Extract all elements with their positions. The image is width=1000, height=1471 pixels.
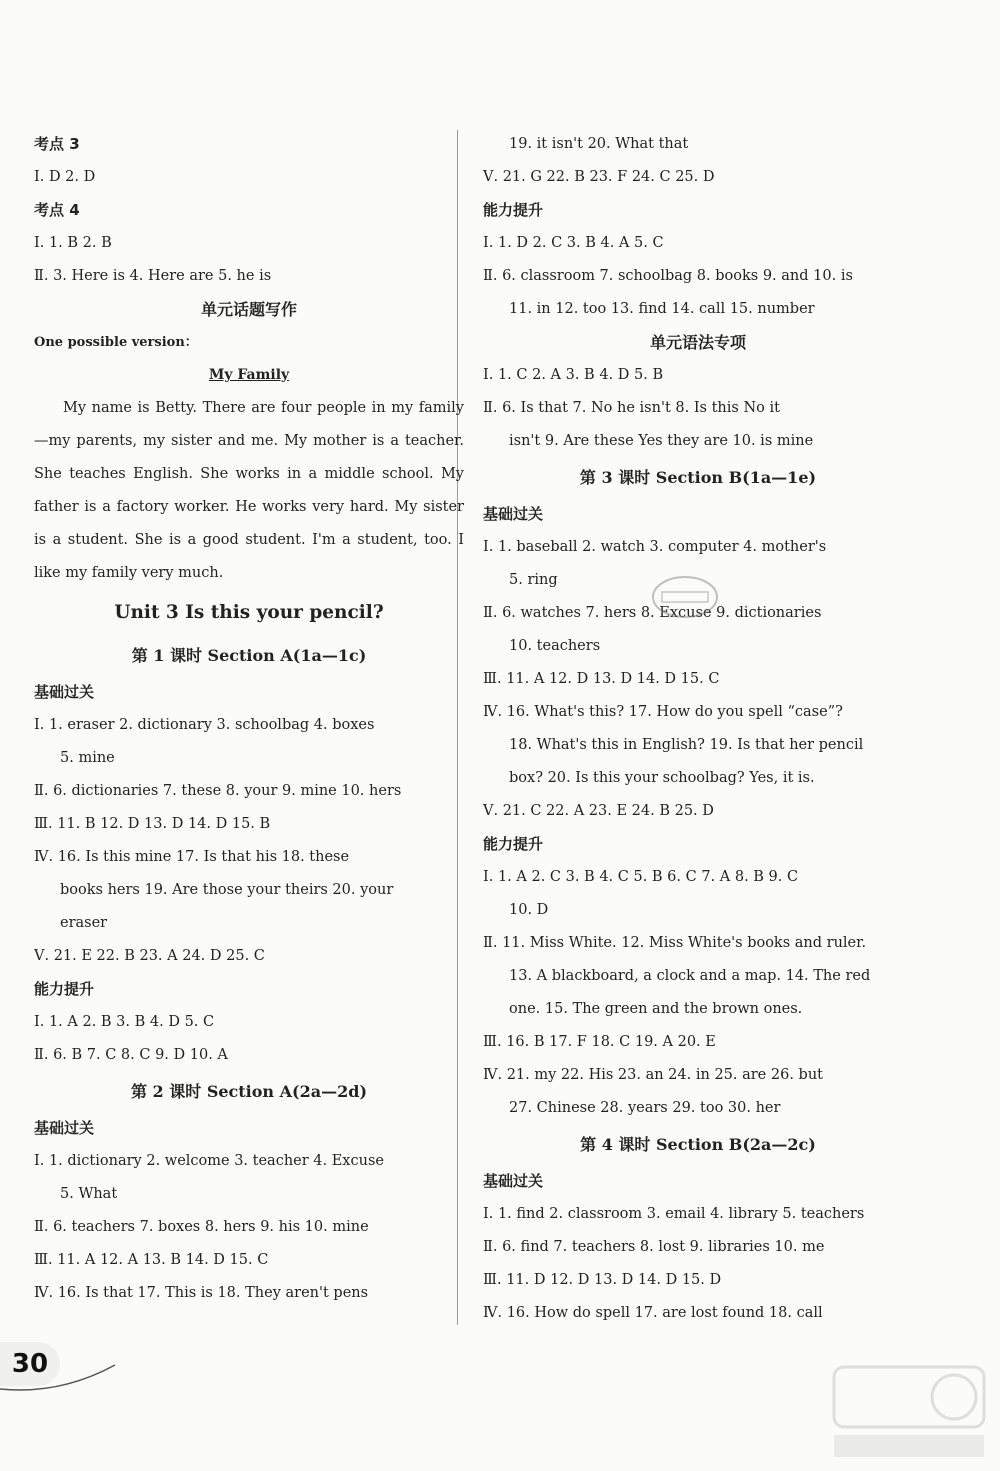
answer-line: Ⅰ. 1. eraser 2. dictionary 3. schoolbag 4. boxes xyxy=(34,717,375,733)
answer-line: Ⅴ. 21. E 22. B 23. A 24. D 25. C xyxy=(34,948,265,964)
answer-line: Ⅲ. 11. A 12. A 13. B 14. D 15. C xyxy=(34,1252,269,1268)
answer-line: Ⅰ. 1. A 2. C 3. B 4. C 5. B 6. C 7. A 8. B 9. C xyxy=(483,869,799,885)
answer-line: Ⅰ. 1. C 2. A 3. B 4. D 5. B xyxy=(483,367,664,383)
answer-line: Ⅲ. 11. B 12. D 13. D 14. D 15. B xyxy=(34,816,271,832)
version-label: One possible version： xyxy=(34,335,198,350)
kaodian3-heading: 考点 3 xyxy=(34,135,80,153)
lesson-3-title: 第 3 课时 Section B(1a—1e) xyxy=(579,468,817,487)
answer-line: Ⅰ. D 2. D xyxy=(34,169,96,185)
left-column xyxy=(34,128,464,1310)
essay-title: My Family xyxy=(208,367,290,383)
answer-line: Ⅰ. 1. B 2. B xyxy=(34,235,112,251)
writing-heading: 单元话题写作 xyxy=(200,300,297,319)
page-number: 30 xyxy=(0,1342,60,1386)
answer-line: Ⅰ. 1. find 2. classroom 3. email 4. library 5. teachers xyxy=(483,1206,865,1222)
answer-line: Ⅰ. 1. A 2. B 3. B 4. D 5. C xyxy=(34,1014,215,1030)
answer-line: 5. mine xyxy=(60,750,115,766)
answer-line: Ⅳ. 16. Is that 17. This is 18. They aren't pens xyxy=(34,1285,369,1301)
answer-line: Ⅰ. 1. D 2. C 3. B 4. A 5. C xyxy=(483,235,664,251)
answer-line: eraser xyxy=(60,915,108,931)
basic-heading: 基础过关 xyxy=(34,683,95,701)
answer-line: Ⅱ. 6. teachers 7. boxes 8. hers 9. his 10. mine xyxy=(34,1219,369,1235)
essay-text: My name is Betty. There are four people in my family—my parents, my sister and me. My mother is a teacher. She teaches English. She works in a middle school. My father is a factory worker. He works very hard. My sister is a student. She is a good student. I'm a student, too. I like my family very much. xyxy=(34,400,464,581)
lesson-2-title: 第 2 课时 Section A(2a—2d) xyxy=(130,1082,368,1101)
answer-line: Ⅱ. 6. watches 7. hers 8. Excuse 9. dictionaries xyxy=(483,605,822,621)
answer-line: Ⅳ. 16. What's this? 17. How do you spell “case”? xyxy=(483,704,843,720)
answer-line: Ⅰ. 1. baseball 2. watch 3. computer 4. mother's xyxy=(483,539,827,555)
answer-line: Ⅲ. 11. A 12. D 13. D 14. D 15. C xyxy=(483,671,720,687)
answer-line: books hers 19. Are those your theirs 20. your xyxy=(60,882,394,898)
answer-line: Ⅱ. 6. find 7. teachers 8. lost 9. libraries 10. me xyxy=(483,1239,825,1255)
answer-line: Ⅲ. 11. D 12. D 13. D 14. D 15. D xyxy=(483,1272,722,1288)
answer-line: one. 15. The green and the brown ones. xyxy=(509,1001,803,1017)
answer-line: Ⅳ. 16. How do spell 17. are lost found 18. call xyxy=(483,1305,823,1321)
answer-line: 19. it isn't 20. What that xyxy=(509,136,689,152)
ability-heading: 能力提升 xyxy=(483,835,544,853)
ability-heading: 能力提升 xyxy=(34,980,95,998)
answer-line: Ⅱ. 3. Here is 4. Here are 5. he is xyxy=(34,268,272,284)
answer-line: Ⅳ. 21. my 22. His 23. an 24. in 25. are 26. but xyxy=(483,1067,823,1083)
answer-line: 27. Chinese 28. years 29. too 30. her xyxy=(509,1100,781,1116)
basic-heading: 基础过关 xyxy=(34,1119,95,1137)
answer-line: Ⅱ. 6. classroom 7. schoolbag 8. books 9. and 10. is xyxy=(483,268,853,284)
answer-line: Ⅱ. 6. B 7. C 8. C 9. D 10. A xyxy=(34,1047,228,1063)
answer-line: 10. D xyxy=(509,902,549,918)
answer-line: Ⅱ. 6. dictionaries 7. these 8. your 9. mine 10. hers xyxy=(34,783,402,799)
answer-line: 13. A blackboard, a clock and a map. 14. The red xyxy=(509,968,871,984)
answer-line: Ⅴ. 21. G 22. B 23. F 24. C 25. D xyxy=(483,169,715,185)
watermark-logo-icon xyxy=(814,1357,994,1467)
answer-line: Ⅱ. 11. Miss White. 12. Miss White's books and ruler. xyxy=(483,935,867,951)
unit-title: Unit 3 Is this your pencil? xyxy=(114,602,384,623)
answer-line: Ⅳ. 16. Is this mine 17. Is that his 18. these xyxy=(34,849,350,865)
answer-line: 5. What xyxy=(60,1186,118,1202)
lesson-4-title: 第 4 课时 Section B(2a—2c) xyxy=(580,1135,816,1154)
lesson-1-title: 第 1 课时 Section A(1a—1c) xyxy=(131,646,367,665)
right-column xyxy=(483,128,913,1330)
basic-heading: 基础过关 xyxy=(483,505,544,523)
answer-line: 11. in 12. too 13. find 14. call 15. number xyxy=(509,301,815,317)
answer-line: 5. ring xyxy=(509,572,558,588)
answer-line: Ⅲ. 16. B 17. F 18. C 19. A 20. E xyxy=(483,1034,716,1050)
ability-heading: 能力提升 xyxy=(483,201,544,219)
answer-line: 10. teachers xyxy=(509,638,601,654)
basic-heading: 基础过关 xyxy=(483,1172,544,1190)
answer-line: Ⅴ. 21. C 22. A 23. E 24. B 25. D xyxy=(483,803,714,819)
grammar-heading: 单元语法专项 xyxy=(649,333,746,352)
answer-line: 18. What's this in English? 19. Is that her pencil xyxy=(509,737,864,753)
answer-line: Ⅱ. 6. Is that 7. No he isn't 8. Is this No it xyxy=(483,400,780,416)
kaodian4-heading: 考点 4 xyxy=(34,201,80,219)
answer-line: Ⅰ. 1. dictionary 2. welcome 3. teacher 4. Excuse xyxy=(34,1153,384,1169)
stamp-icon xyxy=(650,574,720,620)
answer-line: isn't 9. Are these Yes they are 10. is mine xyxy=(509,433,814,449)
answer-line: box? 20. Is this your schoolbag? Yes, it is. xyxy=(509,770,815,786)
